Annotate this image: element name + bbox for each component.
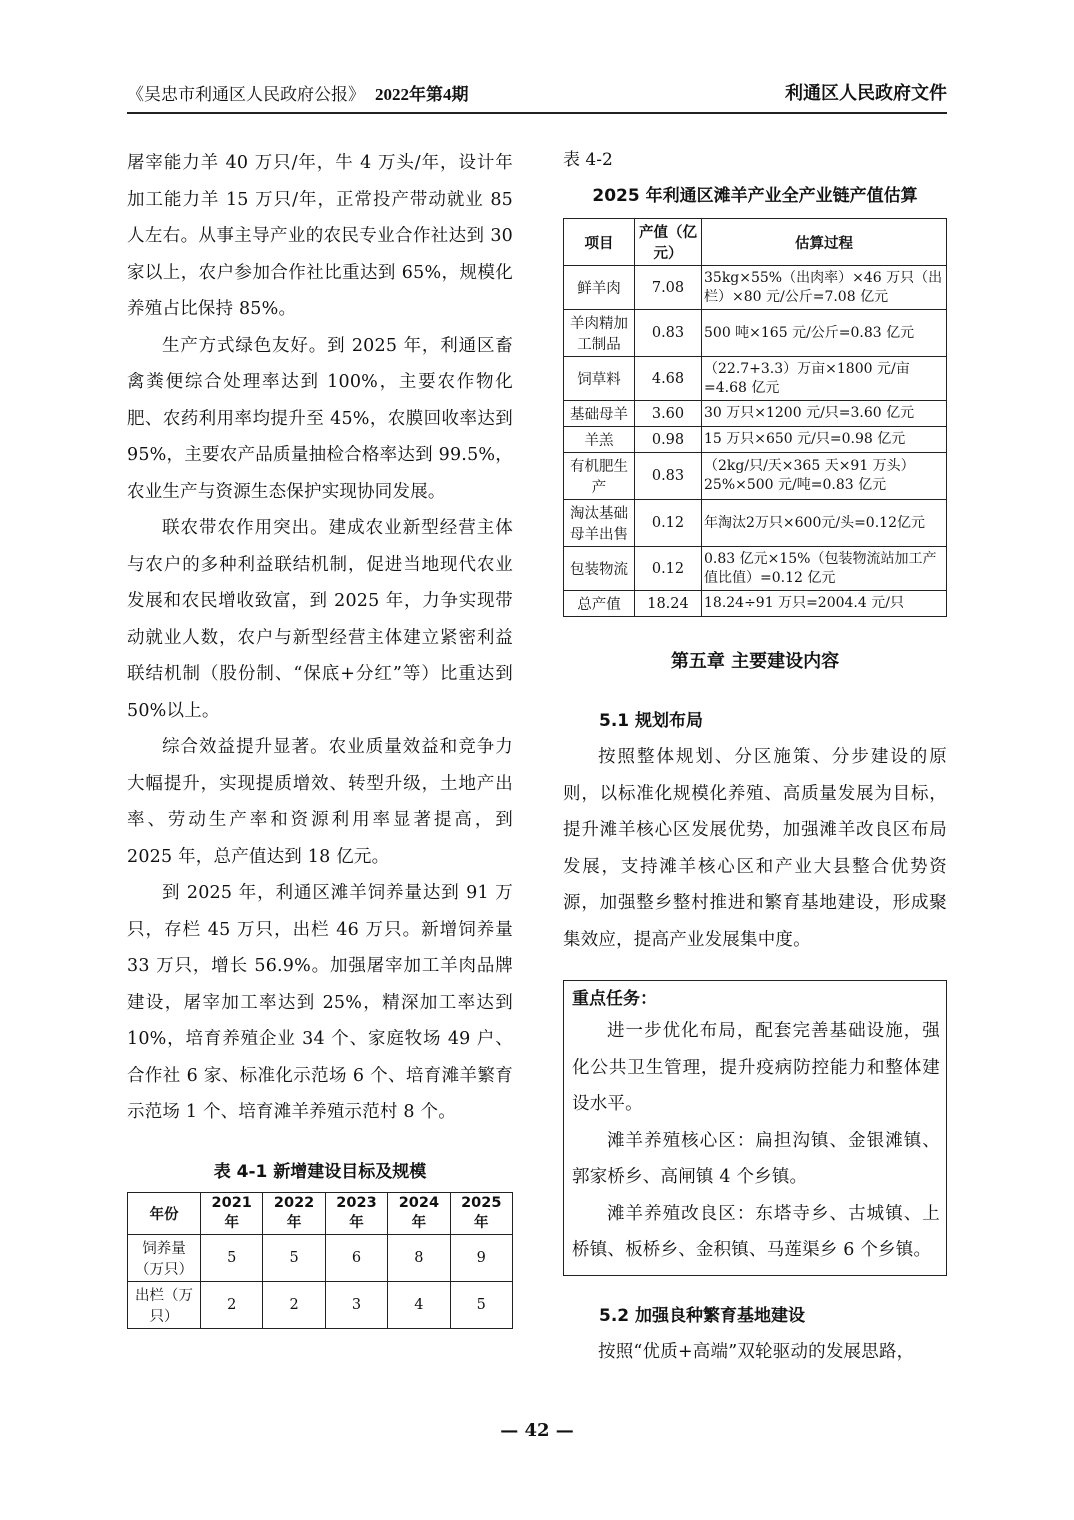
key-task-title: 重点任务： <box>572 989 657 1009</box>
table-header-cell: 产值（亿元） <box>635 219 702 266</box>
table-cell: 5 <box>450 1281 512 1328</box>
item-cell: 有机肥生产 <box>564 453 635 500</box>
table-row <box>564 453 947 500</box>
process-cell: 0.83 亿元×15%（包装物流站加工产值比值）=0.12 亿元 <box>702 547 947 591</box>
table-4-2-caption: 2025 年利通区滩羊产业全产业链产值估算 <box>592 186 918 206</box>
table-cell: 2 <box>263 1281 325 1328</box>
paragraph: 综合效益提升显著。农业质量效益和竞争力大幅提升，实现提质增效、转型升级，土地产出率、劳动生产率和资源利用率显著提高，到 2025 年，总产值达到 18 亿元。 <box>127 737 513 867</box>
header-left <box>127 80 469 105</box>
chapter-title: 第五章 主要建设内容 <box>670 651 840 672</box>
table-4-1-caption: 表 4-1 新增建设目标及规模 <box>213 1161 427 1182</box>
paragraph: 按照整体规划、分区施策、分步建设的原则，以标准化规模化养殖、高质量发展为目标，提升滩羊核心区发展优势，加强滩羊改良区布局发展，支持滩羊核心区和产业大县整合优势资源，加强整乡整村推进和繁育基地建设，形成聚集效应，提高产业发展集中度。 <box>563 747 947 950</box>
paragraph: 进一步优化布局，配套完善基础设施，强化公共卫生管理，提升疫病防控能力和整体建设水平。 <box>572 1021 940 1114</box>
table-header-cell: 年份 <box>128 1192 201 1234</box>
process-cell: 500 吨×165 元/公斤=0.83 亿元 <box>702 310 947 357</box>
value-cell: 18.24 <box>635 591 702 617</box>
process-cell: 15 万只×650 元/只=0.98 亿元 <box>702 427 947 453</box>
table-cell: 6 <box>325 1234 387 1281</box>
table-cell: 5 <box>201 1234 263 1281</box>
process-cell: 30 万只×1200 元/只=3.60 亿元 <box>702 401 947 427</box>
section-5-1-title: 5.1 规划布局 <box>599 711 704 731</box>
value-cell: 0.83 <box>635 310 702 357</box>
table-4-2 <box>563 218 947 617</box>
key-task-box <box>563 980 947 1276</box>
item-cell: 总产值 <box>564 591 635 617</box>
item-cell: 羊肉精加工制品 <box>564 310 635 357</box>
value-cell: 3.60 <box>635 401 702 427</box>
header-right-title: 利通区人民政府文件 <box>785 83 947 104</box>
process-cell: （2kg/只/天×365 天×91 万头）25%×500 元/吨=0.83 亿元 <box>702 453 947 500</box>
page-number: — 42 — <box>500 1420 574 1441</box>
paragraph: 屠宰能力羊 40 万只/年，牛 4 万头/年，设计年加工能力羊 15 万只/年，正常投产带动就业 85 人左右。从事主导产业的农民专业合作社达到 30 家以上，农户参加合作社比重达到 65%，规模化养殖占比保持 85%。 <box>127 153 513 319</box>
table-cell: 2 <box>201 1281 263 1328</box>
item-cell: 淘汰基础母羊出售 <box>564 500 635 547</box>
process-cell: 35kg×55%（出肉率）×46 万只（出栏）×80 元/公斤=7.08 亿元 <box>702 266 947 310</box>
table-header-cell: 2021 年 <box>201 1192 263 1234</box>
paragraph: 滩羊养殖改良区：东塔寺乡、古城镇、上桥镇、板桥乡、金积镇、马莲渠乡 6 个乡镇。 <box>572 1203 940 1260</box>
table-row <box>564 401 947 427</box>
table-cell: 8 <box>388 1234 450 1281</box>
value-cell: 7.08 <box>635 266 702 310</box>
paragraph: 联农带农作用突出。建成农业新型经营主体与农户的多种利益联结机制，促进当地现代农业发展和农民增收致富，到 2025 年，力争实现带动就业人数，农户与新型经营主体建立紧密利益联结机制（股份制、“保底+分红”等）比重达到 50%以上。 <box>127 518 513 721</box>
paragraph: 按照“优质+高端”双轮驱动的发展思路， <box>598 1341 915 1362</box>
process-cell: （22.7+3.3）万亩×1800 元/亩=4.68 亿元 <box>702 357 947 401</box>
row-label: 饲养量（万只） <box>128 1234 201 1281</box>
table-cell: 3 <box>325 1281 387 1328</box>
value-cell: 4.68 <box>635 357 702 401</box>
item-cell: 羊羔 <box>564 427 635 453</box>
table-cell: 4 <box>388 1281 450 1328</box>
value-cell: 0.12 <box>635 547 702 591</box>
publication-title: 《吴忠市利通区人民政府公报》 <box>127 85 365 105</box>
table-row <box>564 310 947 357</box>
value-cell: 0.83 <box>635 453 702 500</box>
item-cell: 包装物流 <box>564 547 635 591</box>
table-row <box>128 1234 513 1281</box>
right-column <box>563 145 947 1370</box>
table-header-cell: 2025 年 <box>450 1192 512 1234</box>
table-row <box>564 357 947 401</box>
item-cell: 鲜羊肉 <box>564 266 635 310</box>
paragraph: 滩羊养殖核心区：扁担沟镇、金银滩镇、郭家桥乡、高闸镇 4 个乡镇。 <box>572 1130 940 1187</box>
table-header-cell: 估算过程 <box>702 219 947 266</box>
table-header-cell: 2022 年 <box>263 1192 325 1234</box>
item-cell: 基础母羊 <box>564 401 635 427</box>
table-cell: 9 <box>450 1234 512 1281</box>
table-header-cell: 项目 <box>564 219 635 266</box>
table-4-1 <box>127 1192 513 1329</box>
process-cell: 年淘汰2万只×600元/头=0.12亿元 <box>702 500 947 547</box>
page-header <box>127 76 947 114</box>
table-header-cell: 2023 年 <box>325 1192 387 1234</box>
value-cell: 0.12 <box>635 500 702 547</box>
section-5-2-title: 5.2 加强良种繁育基地建设 <box>599 1305 806 1326</box>
table-row <box>564 266 947 310</box>
process-cell: 18.24÷91 万只=2004.4 元/只 <box>702 591 947 617</box>
table-row <box>564 427 947 453</box>
table-4-2-label: 表 4-2 <box>563 150 613 170</box>
table-row <box>128 1281 513 1328</box>
table-header-cell: 2024 年 <box>388 1192 450 1234</box>
paragraph: 生产方式绿色友好。到 2025 年，利通区畜禽粪便综合处理率达到 100%，主要农作物化肥、农药利用率均提升至 45%，农膜回收率达到 95%，主要农产品质量抽检合格率达到 99.5%，农业生产与资源生态保护实现协同发展。 <box>127 335 513 502</box>
table-row <box>564 547 947 591</box>
item-cell: 饲草料 <box>564 357 635 401</box>
table-row <box>564 500 947 547</box>
row-label: 出栏（万只） <box>128 1281 201 1328</box>
issue-number: 2022年第4期 <box>375 85 469 104</box>
table-cell: 5 <box>263 1234 325 1281</box>
paragraph: 到 2025 年，利通区滩羊饲养量达到 91 万只，存栏 45 万只，出栏 46 万只。新增饲养量 33 万只，增长 56.9%。加强屠宰加工羊肉品牌建设，屠宰加工率达到 25%，精深加工率达到 10%，培育养殖企业 34 个、家庭牧场 49 户、合作社 6 家、标准化示范场 6 个、培育滩羊繁育示范场 1 个、培育滩羊养殖示范村 8 个。 <box>127 883 513 1122</box>
value-cell: 0.98 <box>635 427 702 453</box>
table-row <box>564 591 947 617</box>
left-column <box>127 145 513 1329</box>
